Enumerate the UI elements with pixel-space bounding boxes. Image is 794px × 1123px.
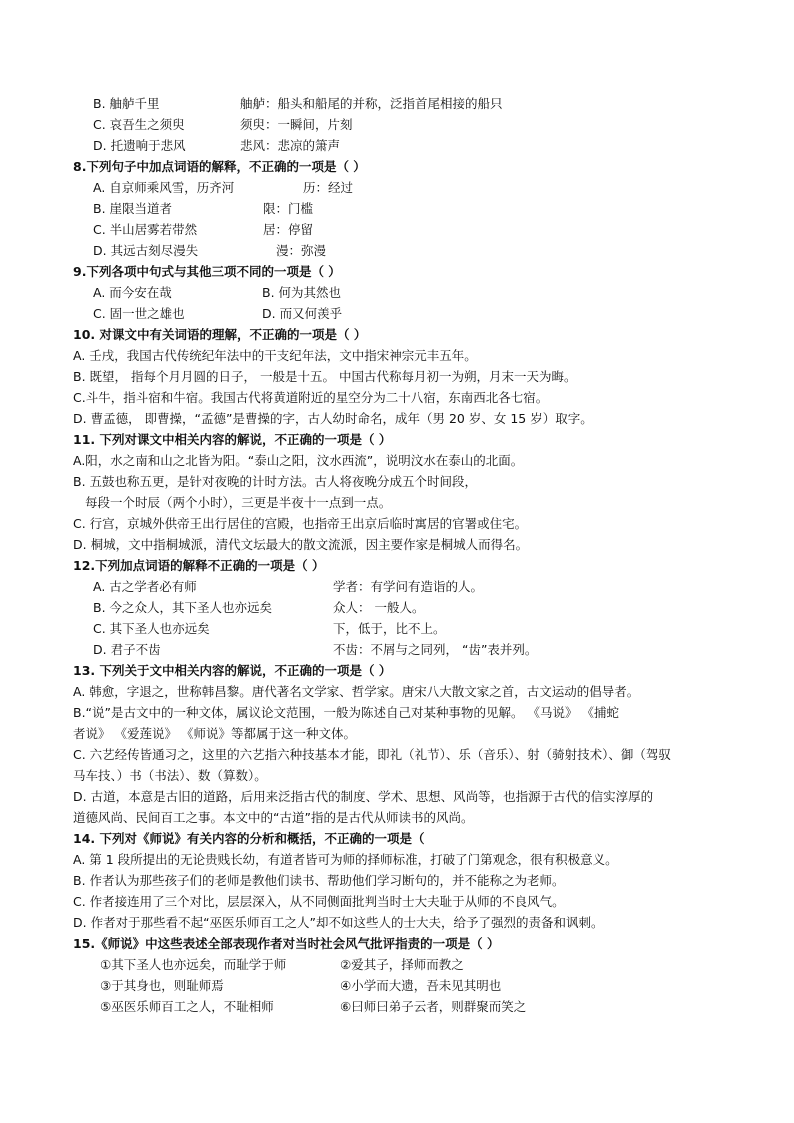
text-line: ③于其身也，则耻师焉 (100, 978, 224, 993)
text-line: ⑤巫医乐师百工之人，不耻相师 (100, 999, 274, 1014)
text-line-right: 学者：有学问有造诣的人。 (333, 579, 484, 594)
question-stem: 10. 对课文中有关词语的理解，不正确的一项是（ ） (73, 327, 367, 342)
text-line-right: 下，低于，比不上。 (333, 621, 446, 636)
text-line: B. 今之众人，其下圣人也亦远矣 (93, 600, 273, 615)
text-line: A. 自京师乘风雪，历齐河 (93, 180, 235, 195)
text-line: 道德风尚、民间百工之事。本文中的“古道”指的是古代从师读书的风尚。 (73, 810, 474, 825)
text-line: 者说》 《爱莲说》 《师说》等都属于这一种文体。 (73, 726, 356, 741)
text-line: D. 托遗响于悲风 (93, 138, 186, 153)
text-line-right: ④小学而大遗，吾未见其明也 (340, 978, 502, 993)
text-line: D. 君子不齿 (93, 642, 161, 657)
text-line: D. 桐城，文中指桐城派，清代文坛最大的散文流派，因主要作家是桐城人而得名。 (73, 537, 529, 552)
text-line: ①其下圣人也亦远矣，而耻学于师 (100, 957, 287, 972)
question-stem: 11. 下列对课文中相关内容的解说，不正确的一项是（ ） (73, 432, 392, 447)
text-line-right: 众人： 一般人。 (333, 600, 425, 615)
text-line: B. 舳舻千里 (93, 96, 160, 111)
text-line: D. 作者对于那些看不起“巫医乐师百工之人”却不如这些人的士大夫，给予了强烈的责备和讽刺。 (73, 915, 604, 930)
text-line-right: B. 何为其然也 (262, 285, 342, 300)
text-line: C. 哀吾生之须臾 (93, 117, 185, 132)
text-line: C. 固一世之雄也 (93, 306, 185, 321)
text-line-right: ⑥曰师曰弟子云者，则群聚而笑之 (340, 999, 527, 1014)
text-line: B. 崖限当道者 (93, 201, 173, 216)
text-line-right: ②爱其子，择师而教之 (340, 957, 464, 972)
text-line-right: 限：门槛 (263, 201, 314, 216)
text-line-right: 漫：弥漫 (276, 243, 327, 258)
text-line: A. 而今安在哉 (93, 285, 172, 300)
text-line: A. 壬戌，我国古代传统纪年法中的干支纪年法，文中指宋神宗元丰五年。 (73, 348, 477, 363)
text-line-right: 历：经过 (303, 180, 354, 195)
text-line-right: 居：停留 (263, 222, 314, 237)
text-line-right: D. 而又何羡乎 (262, 306, 343, 321)
question-stem: 13. 下列关于文中相关内容的解说，不正确的一项是（ ） (73, 663, 392, 678)
text-line: A. 韩愈，字退之，世称韩昌黎。唐代著名文学家、哲学家。唐宋八大散文家之首，古文运动的倡导者。 (73, 684, 640, 699)
text-line: C. 六艺经传皆通习之，这里的六艺指六种技基本才能，即礼（礼节）、乐（音乐）、射（骑射技术）、御（驾驭 (73, 747, 671, 762)
text-line-right: 舳舻：船头和船尾的并称，泛指首尾相接的船只 (240, 96, 503, 111)
text-line: B. 作者认为那些孩子们的老师是教他们读书、帮助他们学习断句的，并不能称之为老师。 (73, 873, 565, 888)
text-line: B. 既望， 指每个月月圆的日子， 一般是十五。 中国古代称每月初一为朔，月末一天为晦。 (73, 369, 577, 384)
question-stem: 14. 下列对《师说》有关内容的分析和概括，不正确的一项是（ (73, 831, 425, 846)
text-line: D. 其远古刻尽漫失 (93, 243, 199, 258)
text-line: C. 其下圣人也亦远矣 (93, 621, 210, 636)
question-stem: 12.下列加点词语的解释不正确的一项是（ ） (73, 558, 325, 573)
text-line: B. 五鼓也称五更，是针对夜晚的计时方法。古人将夜晚分成五个时间段， (73, 474, 478, 489)
text-line: D. 曹孟德， 即曹操，“孟德”是曹操的字，古人幼时命名，成年（男 20 岁、女 15 岁）取字。 (73, 411, 593, 426)
text-line: B.“说”是古文中的一种文体，属议论文范围，一般为陈述自己对某种事物的见解。 《马说》 《捕蛇 (73, 705, 619, 720)
question-stem: 15.《师说》中这些表述全部表现作者对当时社会风气批评指责的一项是（ ） (73, 936, 500, 951)
text-line: C. 行宫，京城外供帝王出行居住的宫殿，也指帝王出京后临时寓居的官署或住宅。 (73, 516, 528, 531)
text-line: 每段一个时辰（两个小时），三更是半夜十一点到一点。 (85, 495, 392, 510)
text-line: C. 作者接连用了三个对比，层层深入，从不同侧面批判当时士大夫耻于从师的不良风气。 (73, 894, 565, 909)
text-line: C.斗牛，指斗宿和牛宿。我国古代将黄道附近的星空分为二十八宿，东南西北各七宿。 (73, 390, 549, 405)
text-line: D. 古道，本意是古旧的道路，后用来泛指古代的制度、学术、思想、风尚等，也指源于古代的信实淳厚的 (73, 789, 654, 804)
text-line: A. 第 1 段所提出的无论贵贱长幼，有道者皆可为师的择师标准，打破了门第观念，很有积极意义。 (73, 852, 618, 867)
text-line: A. 古之学者必有师 (93, 579, 197, 594)
question-stem: 9.下列各项中句式与其他三项不同的一项是（ ） (73, 264, 341, 279)
text-line-right: 不齿：不屑与之同列， “齿”表并列。 (333, 642, 538, 657)
text-line: A.阳，水之南和山之北皆为阳。“泰山之阳，汶水西流”，说明汶水在泰山的北面。 (73, 453, 524, 468)
text-line-right: 悲风：悲凉的箫声 (240, 138, 341, 153)
question-stem: 8.下列句子中加点词语的解释，不正确的一项是（ ） (73, 159, 366, 174)
text-line: 马车技、）书（书法）、数（算数）。 (73, 768, 267, 783)
text-line: C. 半山居雾若带然 (93, 222, 198, 237)
text-line-right: 须臾：一瞬间，片刻 (240, 117, 353, 132)
